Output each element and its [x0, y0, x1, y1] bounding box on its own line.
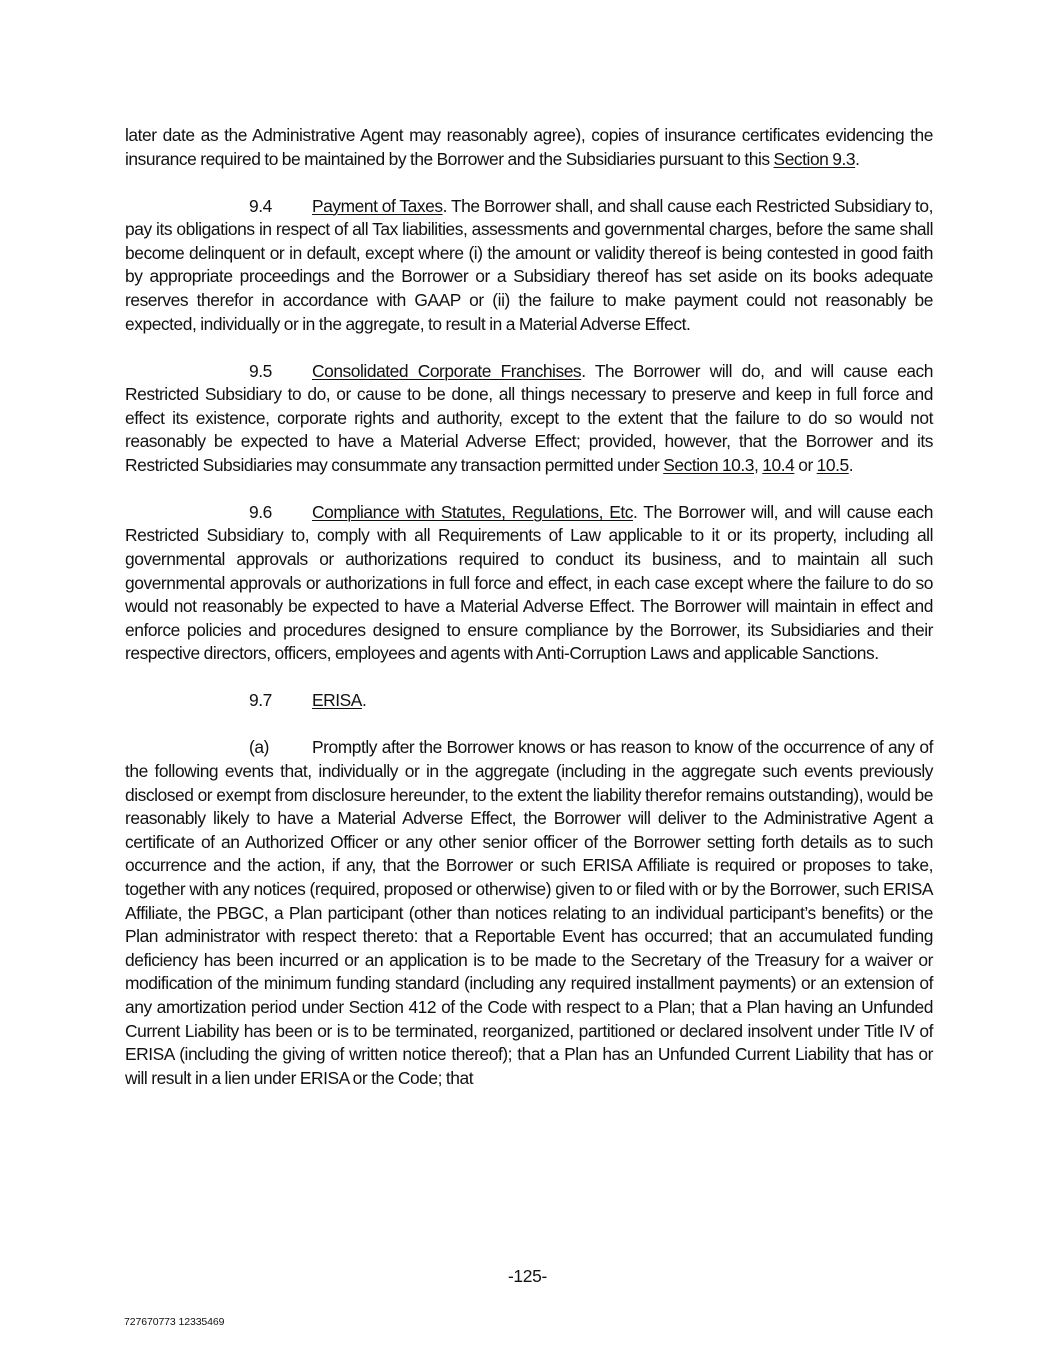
section-body: . The Borrower will do, and will cause each Restricted Subsidiary to do, or cause to be done, all things necessary to preserve and keep in full force and effect its existence, corporate rights and authority, except to the extent that the failure to do so would not reasonably be expected to have a Material Adverse Effect; provided, however, that the Borrower and its Restricted Subsidiaries may consummate any transaction permitted under [125, 360, 933, 475]
section-number: 9.5 [249, 360, 272, 381]
subsection-label: (a) [249, 737, 269, 758]
section-title: Consolidated Corporate Franchises [312, 360, 582, 381]
section-reference-link: Section 9.3 [773, 148, 856, 169]
section-number: 9.4 [249, 195, 272, 216]
section-reference-link: 10.4 [762, 454, 795, 475]
section-number: 9.6 [249, 501, 272, 522]
section-9-5: 9.5 Consolidated Corporate Franchises. The Borrower will do, and will cause each Restricted Subsidiary to do, or cause to be done, all things necessary to preserve and keep in full force and effect its existence, corporate rights and authority, except to the extent that the failure to do so would not reasonably be expected to have a Material Adverse Effect; provided, however, that the Borrower and its Restricted Subsidiaries may consummate any transaction permitted under Section 10.3, 10.4 or 10.5. [125, 360, 933, 475]
section-title: Compliance with Statutes, Regulations, Etc [312, 501, 633, 522]
continuation-text: later date as the Administrative Agent may reasonably agree), copies of insurance certificates evidencing the insurance required to be maintained by the Borrower and the Subsidiaries pursuant to this [125, 125, 933, 169]
subsection-text: Promptly after the Borrower knows or has reason to know of the occurrence of any of the following events that, individually or in the aggregate (including in the aggregate such events previously disclosed or exempt from disclosure hereunder, to the extent the liability therefor remains outstanding), would be reasonably likely to have a Material Adverse Effect, the Borrower will deliver to the Administrative Agent a certificate of an Authorized Officer or any other senior officer of the Borrower setting forth details as to such occurrence and the action, if any, that the Borrower or such ERISA Affiliate is required or proposes to take, together with any notices (required, proposed or otherwise) given to or filed with or by the Borrower, such ERISA Affiliate, the PBGC, a Plan participant (other than notices relating to an individual participant’s benefits) or the Plan administrator with respect thereto: that a Reportable Event has occurred; that an accumulated funding deficiency has been incurred or an application is to be made to the Secretary of the Treasury for a waiver or modification of the minimum funding standard (including any required installment payments) or an extension of any amortization period under Section 412 of the Code with respect to a Plan; that a Plan having an Unfunded Current Liability has been or is to be terminated, reorganized, partitioned or declared insolvent under Title IV of ERISA (including the giving of written notice thereof); that a Plan has an Unfunded Current Liability that has or will result in a lien under ERISA or the Code; that [125, 737, 933, 1088]
document-body [125, 124, 933, 1114]
subsection-a [125, 736, 933, 1090]
section-body: . The Borrower shall, and shall cause each Restricted Subsidiary to, pay its obligations in respect of all Tax liabilities, assessments and governmental charges, before the same shall become delinquent or in default, except where (i) the amount or validity thereof is being contested in good faith by appropriate proceedings and the Borrower or a Subsidiary thereof has set aside on its books adequate reserves therefor in accordance with GAAP or (ii) the failure to make payment could not reasonably be expected, individually or in the aggregate, to result in a Material Adverse Effect. [125, 195, 934, 334]
section-number: 9.7 [249, 690, 272, 711]
page-number: -125- [507, 1266, 548, 1286]
section-body: . The Borrower will, and will cause each Restricted Subsidiary to, comply with all Requirements of Law applicable to it or its property, including all governmental approvals or authorizations required to conduct its business, and to maintain all such governmental approvals or authorizations in full force and effect, in each case except where the failure to do so would not reasonably be expected to have a Material Adverse Effect. The Borrower will maintain in effect and enforce policies and procedures designed to ensure compliance by the Borrower, its Subsidiaries and their respective directors, officers, employees and agents with Anti-Corruption Laws and applicable Sanctions. [125, 501, 933, 664]
section-reference-link: 10.5 [816, 454, 849, 475]
section-title: Payment of Taxes [312, 195, 443, 216]
section-title: ERISA [312, 690, 362, 711]
section-9-6 [125, 501, 933, 666]
section-9-4 [125, 195, 933, 337]
document-id: 727670773 12335469 [124, 1316, 225, 1328]
continuation-paragraph: later date as the Administrative Agent may reasonably agree), copies of insurance certificates evidencing the insurance required to be maintained by the Borrower and the Subsidiaries pursuant to this Section 9.3. [125, 125, 933, 169]
section-reference-link: Section 10.3 [663, 454, 755, 475]
section-9-7-heading: 9.7 ERISA. [125, 689, 933, 713]
